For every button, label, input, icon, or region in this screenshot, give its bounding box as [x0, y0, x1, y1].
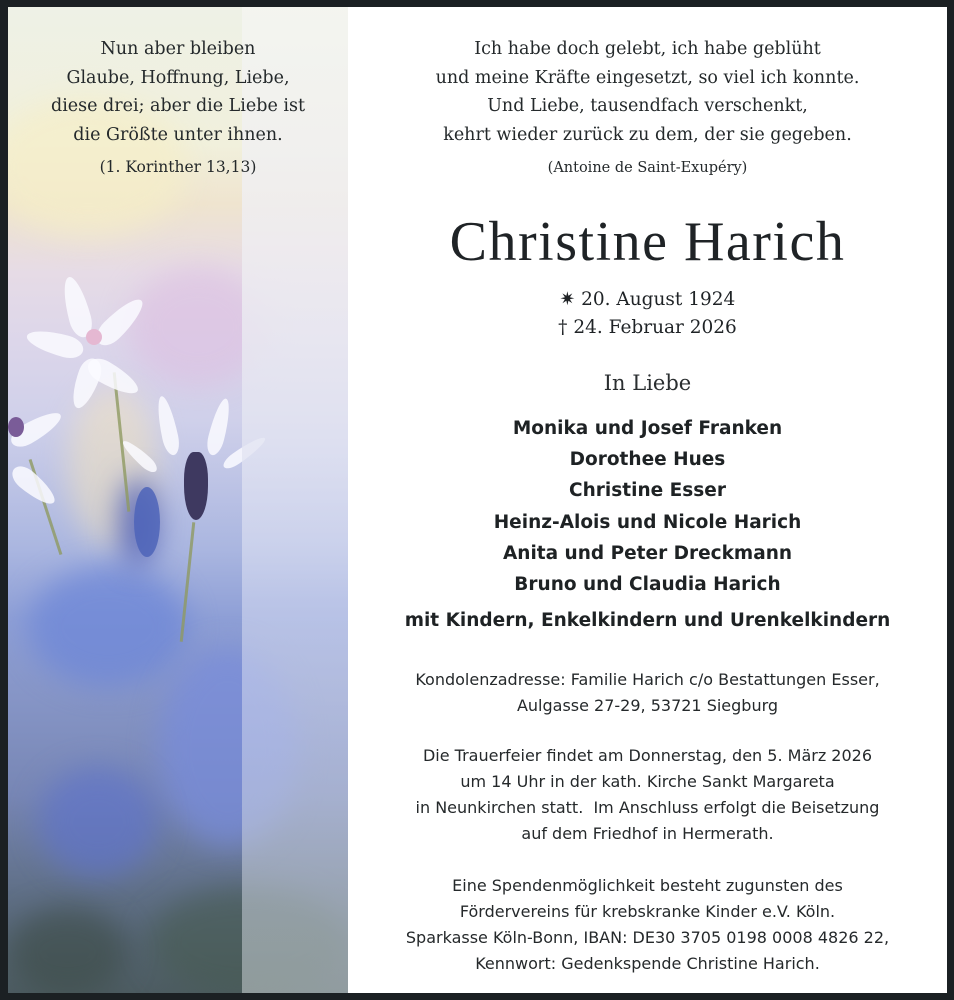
poem-line: und meine Kräfte eingesetzt, so viel ich konnte. — [435, 67, 860, 88]
death-date: 24. Februar 2026 — [573, 317, 737, 338]
bible-quote-line: Glaube, Hoffnung, Liebe, — [66, 67, 290, 88]
bible-quote-line: die Größte unter ihnen. — [73, 124, 283, 145]
birth-date-row — [348, 286, 947, 314]
birth-date: 20. August 1924 — [581, 289, 736, 310]
funeral-line: um 14 Uhr in der kath. Kirche Sankt Margareta — [460, 772, 835, 791]
poem-source: (Antoine de Saint-Exupéry) — [547, 160, 748, 176]
mourner-name: Heinz-Alois und Nicole Harich — [493, 511, 802, 533]
life-dates — [348, 286, 947, 342]
bible-quote-source: (1. Korinther 13,13) — [99, 158, 257, 176]
mourner-name: Monika und Josef Franken — [512, 418, 783, 439]
poem-line: Und Liebe, tausendfach verschenkt, — [487, 96, 808, 116]
deceased-name: Christine Harich — [449, 211, 846, 273]
funeral-info — [348, 743, 947, 847]
funeral-line: in Neunkirchen statt. Im Anschluss erfolgt die Beisetzung — [415, 798, 880, 817]
poem-quote — [348, 35, 947, 183]
poem-line: kehrt wieder zurück zu dem, der sie gegeben. — [443, 124, 852, 145]
mourner-name: Christine Esser — [569, 480, 726, 502]
mourners-list — [348, 413, 947, 600]
bible-quote — [8, 35, 348, 182]
bible-quote-line: diese drei; aber die Liebe ist — [51, 96, 305, 116]
mourner-name: Bruno und Claudia Harich — [514, 574, 781, 596]
donation-info — [348, 873, 947, 977]
mourner-name: Dorothee Hues — [569, 449, 726, 471]
mourner-name: Anita und Peter Dreckmann — [502, 542, 793, 564]
condolence-address — [348, 667, 947, 719]
donation-line: Sparkasse Köln-Bonn, IBAN: DE30 3705 0198 0008 4826 22, — [405, 928, 890, 947]
bible-quote-line: Nun aber bleiben — [100, 39, 256, 59]
donation-line: Eine Spendenmöglichkeit besteht zugunsten des — [452, 876, 843, 895]
donation-line: Fördervereins für krebskranke Kinder e.V. Köln. — [459, 902, 836, 921]
death-date-row — [348, 314, 947, 342]
condolence-line: Kondolenzadresse: Familie Harich c/o Bestattungen Esser, — [415, 670, 880, 689]
condolence-line: Aulgasse 27-29, 53721 Siegburg — [516, 696, 779, 715]
birth-star-icon: ✷ — [559, 289, 576, 310]
in-love-label: In Liebe — [603, 371, 692, 395]
notice-content — [348, 7, 947, 993]
donation-line: Kennwort: Gedenkspende Christine Harich. — [475, 954, 820, 973]
funeral-line: Die Trauerfeier findet am Donnerstag, den 5. März 2026 — [422, 746, 873, 765]
obituary-notice — [8, 7, 947, 993]
poem-line: Ich habe doch gelebt, ich habe geblüht — [474, 39, 821, 59]
descendants-line: mit Kindern, Enkelkindern und Urenkelkindern — [404, 610, 891, 631]
death-cross-icon: † — [558, 317, 568, 338]
flower-photo — [8, 7, 348, 993]
funeral-line: auf dem Friedhof in Hermerath. — [521, 824, 774, 843]
